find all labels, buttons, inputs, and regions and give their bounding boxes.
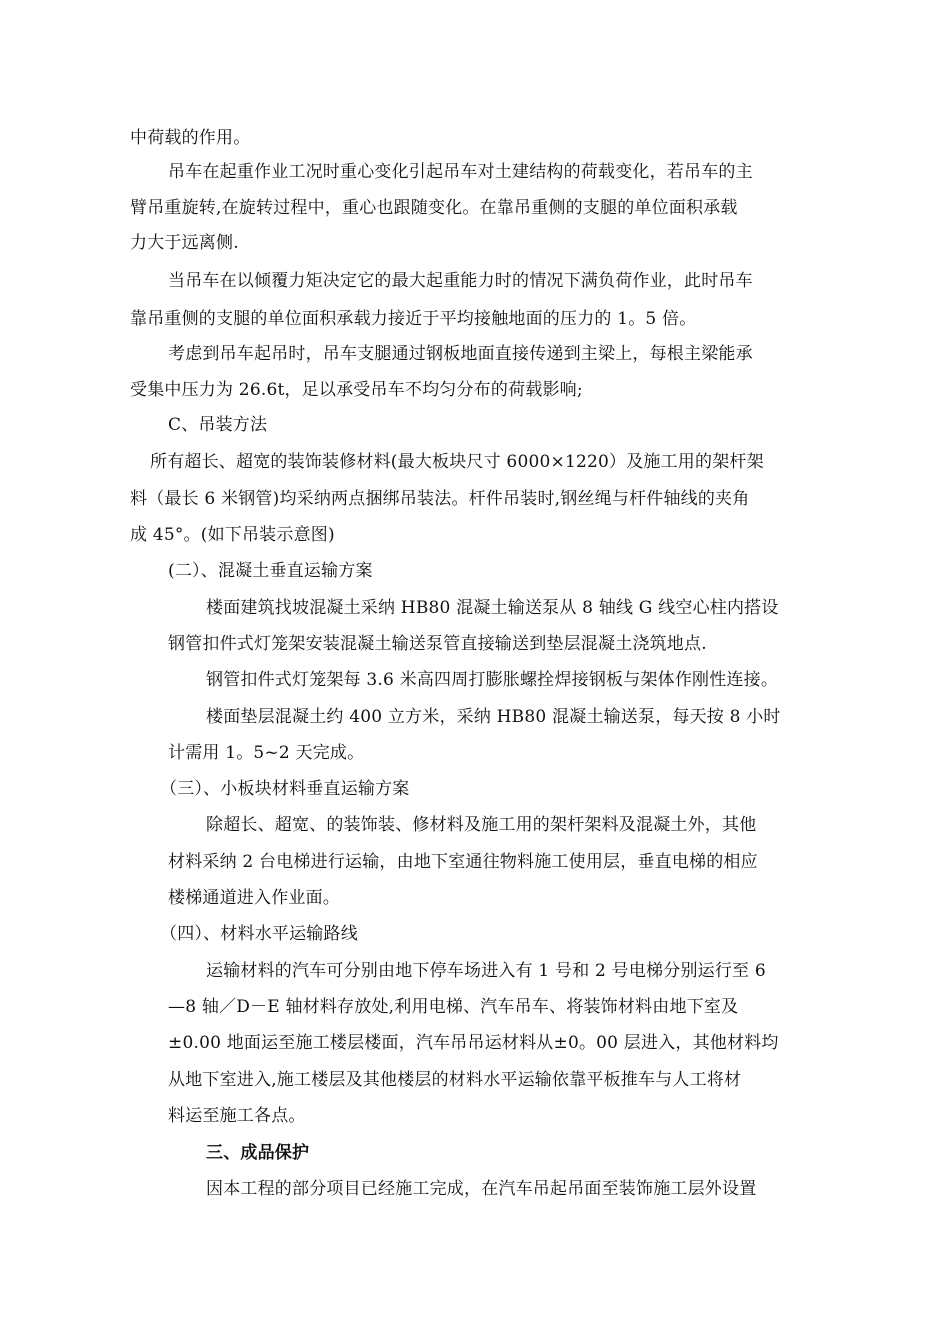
text-line: 计需用 1。5~2 天完成。 bbox=[168, 743, 365, 763]
text-line: 料运至施工各点。 bbox=[168, 1106, 306, 1126]
section-heading: 三、成品保护 bbox=[206, 1143, 310, 1163]
section-heading: （三）、小板块材料垂直运输方案 bbox=[160, 779, 410, 799]
text-line: —8 轴／D－E 轴材料存放处,利用电梯、汽车吊车、将装饰材料由地下室及 bbox=[168, 997, 739, 1017]
text-line: 楼面垫层混凝土约 400 立方米，采纳 HB80 混凝土输送泵，每天按 8 小时 bbox=[206, 707, 781, 727]
text-line: 运输材料的汽车可分别由地下停车场进入有 1 号和 2 号电梯分别运行至 6 bbox=[206, 961, 766, 981]
text-line: 除超长、超宽、的装饰装、修材料及施工用的架杆架料及混凝土外，其他 bbox=[206, 815, 757, 835]
section-heading: （四）、材料水平运输路线 bbox=[160, 924, 358, 944]
text-line: 因本工程的部分项目已经施工完成，在汽车吊起吊面至装饰施工层外设置 bbox=[206, 1179, 757, 1199]
text-line: 吊车在起重作业工况时重心变化引起吊车对土建结构的荷载变化，若吊车的主 bbox=[168, 162, 753, 182]
text-line: 当吊车在以倾覆力矩决定它的最大起重能力时的情况下满负荷作业，此时吊车 bbox=[168, 271, 753, 291]
text-line: 考虑到吊车起吊时，吊车支腿通过钢板地面直接传递到主梁上，每根主梁能承 bbox=[168, 344, 753, 364]
text-line: 中荷载的作用。 bbox=[130, 128, 251, 148]
text-line: 楼梯通道进入作业面。 bbox=[168, 888, 340, 908]
section-heading: C、吊装方法 bbox=[168, 415, 268, 435]
text-line: 靠吊重侧的支腿的单位面积承载力接近于平均接触地面的压力的 1。5 倍。 bbox=[130, 309, 697, 329]
text-line: 臂吊重旋转,在旋转过程中，重心也跟随变化。在靠吊重侧的支腿的单位面积承载 bbox=[130, 198, 738, 218]
text-line: 材料采纳 2 台电梯进行运输，由地下室通往物料施工使用层，垂直电梯的相应 bbox=[168, 852, 758, 872]
text-line: 力大于远离侧. bbox=[130, 233, 239, 253]
text-line: 受集中压力为 26.6t，足以承受吊车不均匀分布的荷载影响; bbox=[130, 380, 583, 400]
text-line: 料（最长 6 米钢管)均采纳两点捆绑吊装法。杆件吊装时,钢丝绳与杆件轴线的夹角 bbox=[130, 489, 750, 509]
text-line: 钢管扣件式灯笼架安装混凝土输送泵管直接输送到垫层混凝土浇筑地点. bbox=[168, 634, 707, 654]
section-heading: (二）、混凝土垂直运输方案 bbox=[168, 561, 373, 581]
text-line: 所有超长、超宽的装饰装修材料(最大板块尺寸 6000×1220）及施工用的架杆架 bbox=[150, 452, 764, 472]
text-line: 从地下室进入,施工楼层及其他楼层的材料水平运输依靠平板推车与人工将材 bbox=[168, 1070, 742, 1090]
text-line: 楼面建筑找坡混凝土采纳 HB80 混凝土输送泵从 8 轴线 G 线空心柱内搭设 bbox=[206, 598, 779, 618]
text-line: ±0.00 地面运至施工楼层楼面，汽车吊吊运材料从±0。00 层进入，其他材料均 bbox=[168, 1033, 779, 1053]
text-line: 钢管扣件式灯笼架每 3.6 米高四周打膨胀螺拴焊接钢板与架体作刚性连接。 bbox=[206, 670, 779, 690]
text-line: 成 45°。(如下吊装示意图) bbox=[130, 525, 335, 545]
